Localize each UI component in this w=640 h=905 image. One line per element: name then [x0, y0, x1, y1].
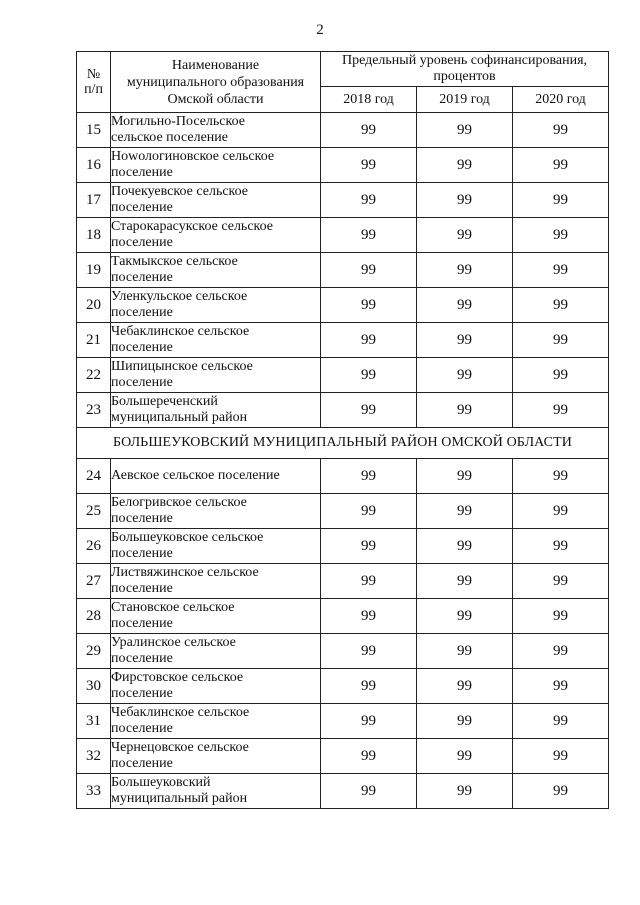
municipality-name-line2: поселение [111, 305, 173, 320]
table-row [77, 393, 609, 428]
value-2020: 99 [513, 494, 609, 529]
header-municipality-line2: муниципального образования [126, 74, 305, 90]
municipality-name-line2: муниципальный район [111, 410, 248, 425]
value-2018: 99 [321, 183, 417, 218]
row-number: 17 [77, 183, 111, 218]
municipality-name-line1: Такмыкское сельское [111, 254, 238, 269]
municipality-name-line2: поселение [111, 651, 173, 666]
header-cofinancing-level [321, 52, 609, 87]
row-number: 32 [77, 739, 111, 774]
municipality-name-line2: поселение [111, 511, 173, 526]
header-municipality [111, 52, 321, 113]
municipality-name-line2: муниципальный район [111, 791, 248, 806]
value-2018: 99 [321, 529, 417, 564]
value-2019: 99 [417, 529, 513, 564]
municipality-name-line1: Могильно-Посельское [111, 114, 245, 129]
row-number: 19 [77, 253, 111, 288]
header-number-line1: № [86, 67, 101, 82]
municipality-name [111, 148, 321, 183]
municipality-name [111, 358, 321, 393]
municipality-name [111, 739, 321, 774]
municipality-name-line1: Большереченский [111, 394, 218, 409]
table-row [77, 669, 609, 704]
value-2020: 99 [513, 704, 609, 739]
table-row [77, 113, 609, 148]
row-number: 23 [77, 393, 111, 428]
value-2020: 99 [513, 113, 609, 148]
municipality-name [111, 393, 321, 428]
row-number: 18 [77, 218, 111, 253]
value-2020: 99 [513, 774, 609, 809]
municipality-name-line2: поселение [111, 340, 173, 355]
value-2019: 99 [417, 494, 513, 529]
value-2018: 99 [321, 393, 417, 428]
municipality-name-line1: Нowологиновское сельское [111, 149, 275, 164]
municipality-name-line2: поселение [111, 270, 173, 285]
municipality-name-line1: Почекуевское сельское [111, 184, 249, 199]
value-2018: 99 [321, 113, 417, 148]
municipality-name-line2: поселение [111, 200, 173, 215]
value-2019: 99 [417, 113, 513, 148]
table-row [77, 599, 609, 634]
header-cofinancing-line2: процентов [433, 69, 496, 84]
header-municipality-line3: Омской области [167, 91, 264, 107]
municipality-name [111, 634, 321, 669]
value-2020: 99 [513, 634, 609, 669]
value-2019: 99 [417, 358, 513, 393]
value-2019: 99 [417, 704, 513, 739]
value-2019: 99 [417, 669, 513, 704]
value-2018: 99 [321, 358, 417, 393]
value-2020: 99 [513, 253, 609, 288]
municipality-name-line1: Фирстовское сельское [111, 670, 244, 685]
row-number: 31 [77, 704, 111, 739]
row-number: 20 [77, 288, 111, 323]
municipality-name-line1: Уленкульское сельское [111, 289, 248, 304]
value-2020: 99 [513, 358, 609, 393]
municipality-name-line1: Большеуковский [111, 775, 211, 790]
municipality-name-line1: Листвяжинское сельское [111, 565, 259, 580]
value-2020: 99 [513, 529, 609, 564]
municipality-name-line1: Шипицынское сельское [111, 359, 253, 374]
value-2019: 99 [417, 459, 513, 494]
value-2020: 99 [513, 148, 609, 183]
section-row [77, 428, 609, 459]
municipality-name-line1: Большеуковское сельское [111, 530, 264, 545]
value-2019: 99 [417, 393, 513, 428]
row-number: 21 [77, 323, 111, 358]
value-2018: 99 [321, 218, 417, 253]
table-row [77, 358, 609, 393]
row-number: 28 [77, 599, 111, 634]
municipality-name [111, 669, 321, 704]
municipality-name-line1: Становское сельское [111, 600, 235, 615]
value-2018: 99 [321, 494, 417, 529]
value-2018: 99 [321, 459, 417, 494]
municipality-name-line2: поселение [111, 756, 173, 771]
table-row [77, 704, 609, 739]
table-row [77, 218, 609, 253]
table-row [77, 323, 609, 358]
value-2020: 99 [513, 288, 609, 323]
municipality-name-line2: сельское поселение [111, 130, 228, 145]
row-number: 30 [77, 669, 111, 704]
municipality-name-line2: поселение [111, 165, 173, 180]
table-row [77, 148, 609, 183]
header-number-line2: п/п [84, 82, 103, 97]
value-2019: 99 [417, 183, 513, 218]
row-number: 33 [77, 774, 111, 809]
header-number [77, 52, 111, 113]
row-number: 25 [77, 494, 111, 529]
value-2018: 99 [321, 253, 417, 288]
value-2019: 99 [417, 148, 513, 183]
value-2018: 99 [321, 634, 417, 669]
row-number: 24 [77, 459, 111, 494]
value-2019: 99 [417, 323, 513, 358]
value-2019: 99 [417, 774, 513, 809]
value-2019: 99 [417, 599, 513, 634]
municipality-name [111, 288, 321, 323]
value-2018: 99 [321, 774, 417, 809]
municipality-name [111, 529, 321, 564]
row-number: 26 [77, 529, 111, 564]
value-2019: 99 [417, 739, 513, 774]
municipality-name [111, 323, 321, 358]
value-2018: 99 [321, 288, 417, 323]
value-2018: 99 [321, 599, 417, 634]
value-2020: 99 [513, 183, 609, 218]
value-2018: 99 [321, 148, 417, 183]
value-2019: 99 [417, 564, 513, 599]
municipality-name-line2: поселение [111, 721, 173, 736]
table-row [77, 459, 609, 494]
municipality-name-line1: Белогривское сельское [111, 495, 247, 510]
municipality-name [111, 459, 321, 494]
value-2020: 99 [513, 218, 609, 253]
municipality-name-line2: поселение [111, 546, 173, 561]
municipality-name [111, 599, 321, 634]
municipality-name [111, 113, 321, 148]
page-number: 2 [316, 22, 324, 38]
value-2020: 99 [513, 459, 609, 494]
municipality-name-line2: поселение [111, 616, 173, 631]
table-row [77, 634, 609, 669]
value-2020: 99 [513, 323, 609, 358]
section-title: БОЛЬШЕУКОВСКИЙ МУНИЦИПАЛЬНЫЙ РАЙОН ОМСКОЙ ОБЛАСТИ [77, 428, 609, 459]
row-number: 29 [77, 634, 111, 669]
row-number: 15 [77, 113, 111, 148]
municipality-name-line2: поселение [111, 235, 173, 250]
municipality-name-line1: Уралинское сельское [111, 635, 236, 650]
municipality-name [111, 183, 321, 218]
table-row [77, 529, 609, 564]
header-cofinancing-line1: Предельный уровень софинансирования, [341, 53, 588, 68]
municipality-name-line1: Старокарасукское сельское [111, 219, 274, 234]
row-number: 27 [77, 564, 111, 599]
header-year-2020: 2020 год [513, 87, 609, 113]
table-row [77, 739, 609, 774]
row-number: 16 [77, 148, 111, 183]
value-2020: 99 [513, 669, 609, 704]
value-2018: 99 [321, 704, 417, 739]
value-2020: 99 [513, 599, 609, 634]
cofinancing-table [76, 51, 609, 809]
header-year-2019: 2019 год [417, 87, 513, 113]
value-2018: 99 [321, 323, 417, 358]
municipality-name [111, 218, 321, 253]
municipality-name [111, 704, 321, 739]
table-row [77, 494, 609, 529]
municipality-name-line2: поселение [111, 581, 173, 596]
municipality-name [111, 774, 321, 809]
value-2018: 99 [321, 739, 417, 774]
value-2019: 99 [417, 634, 513, 669]
municipality-name [111, 564, 321, 599]
municipality-name [111, 494, 321, 529]
municipality-name [111, 253, 321, 288]
header-municipality-line1: Наименование [171, 57, 260, 73]
value-2019: 99 [417, 288, 513, 323]
municipality-name-line1: Чернецовское сельское [111, 740, 249, 755]
value-2020: 99 [513, 564, 609, 599]
value-2018: 99 [321, 669, 417, 704]
table-row [77, 774, 609, 809]
header-year-2018: 2018 год [321, 87, 417, 113]
row-number: 22 [77, 358, 111, 393]
municipality-name-line1: Чебаклинское сельское [111, 324, 250, 339]
value-2018: 99 [321, 564, 417, 599]
value-2019: 99 [417, 218, 513, 253]
value-2020: 99 [513, 393, 609, 428]
municipality-name-line1: Аевское сельское поселение [111, 468, 280, 483]
value-2019: 99 [417, 253, 513, 288]
municipality-name-line1: Чебаклинское сельское [111, 705, 250, 720]
municipality-name-line2: поселение [111, 686, 173, 701]
table-row [77, 183, 609, 218]
value-2020: 99 [513, 739, 609, 774]
table-row [77, 288, 609, 323]
municipality-name-line2: поселение [111, 375, 173, 390]
table-row [77, 564, 609, 599]
table-row [77, 253, 609, 288]
